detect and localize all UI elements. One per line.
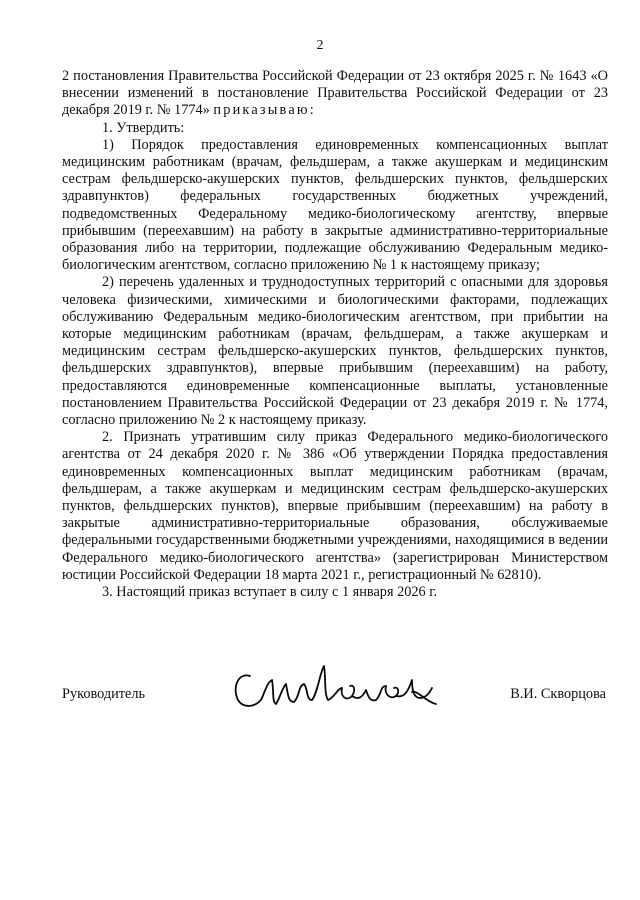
order-keyword: приказываю <box>213 102 310 119</box>
intro-colon: : <box>309 102 314 119</box>
signer-name: В.И. Скворцова <box>510 686 606 702</box>
page-number: 2 <box>316 38 324 53</box>
item-effective-date: 3. Настоящий приказ вступает в силу с 1 января 2026 г. <box>102 584 438 601</box>
item-repeal: 2. Признать утратившим силу приказ Федерального медико-биологического агентства от 24 декабря 2020 г. № 386 «Об утверждении Порядка предоставления единовременных компенсационных выплат медицинским работникам (врачам, фельдшерам, а также акушеркам и медицинским сестрам фельдшерско-акушерских пунктов, фельдшерских пунктов), впервые прибывшим (переехавшим) на работу в закрытые административно-территориальные образования, обслуживаемые федеральными государственными бюджетными учреждениями, находящимися в ведении Федерального медико-биологического агентства» (зарегистрирован Министерством юстиции Российской Федерации 18 марта 2021 г., регистрационный № 62810). <box>62 429 608 583</box>
intro-paragraph <box>62 68 608 120</box>
item-procedure: 1) Порядок предоставления единовременных компенсационных выплат медицинским работникам (врачам, фельдшерам, а также акушеркам и медицинским сестрам фельдшерско-акушерских пунктов, фельдшерских пунктов, фельдшерских здравпунктов) федеральных государственных бюджетных учреждений, подведомственных Федеральному медико-биологическому агентству, впервые прибывшим (переехавшим) на работу в закрытые административно-территориальные образования либо на территории, подлежащие обслуживанию Федеральным медико-биологическим агентством, согласно приложению № 1 к настоящему приказу; <box>62 136 608 274</box>
item-approve: 1. Утвердить: <box>102 119 185 136</box>
intro-text: 2 постановления Правительства Российской Федерации от 23 октября 2025 г. № 1643 «О внесении изменений в постановление Правительства Российской Федерации от 23 декабря 2019 г. № 1774» <box>62 68 608 119</box>
handwritten-signature-icon <box>228 658 448 720</box>
signature-block <box>0 658 640 728</box>
item-territory-list: 2) перечень удаленных и труднодоступных территорий с опасными для здоровья человека физическими, химическими и биологическими факторами, подлежащих обслуживанию Федеральным медико-биологическим агентством, при прибытии на которые медицинским работникам (врачам, фельдшерам, а также акушеркам и медицинским сестрам фельдшерско-акушерских пунктов, фельдшерских пунктов, фельдшерских здравпунктов), впервые прибывшим (переехавшим) на работу, предоставляются единовременные компенсационные выплаты, установленные постановлением Правительства Российской Федерации от 23 декабря 2019 г. № 1774, согласно приложению № 2 к настоящему приказу. <box>62 274 608 429</box>
signer-title: Руководитель <box>62 686 146 702</box>
document-body <box>62 68 608 601</box>
